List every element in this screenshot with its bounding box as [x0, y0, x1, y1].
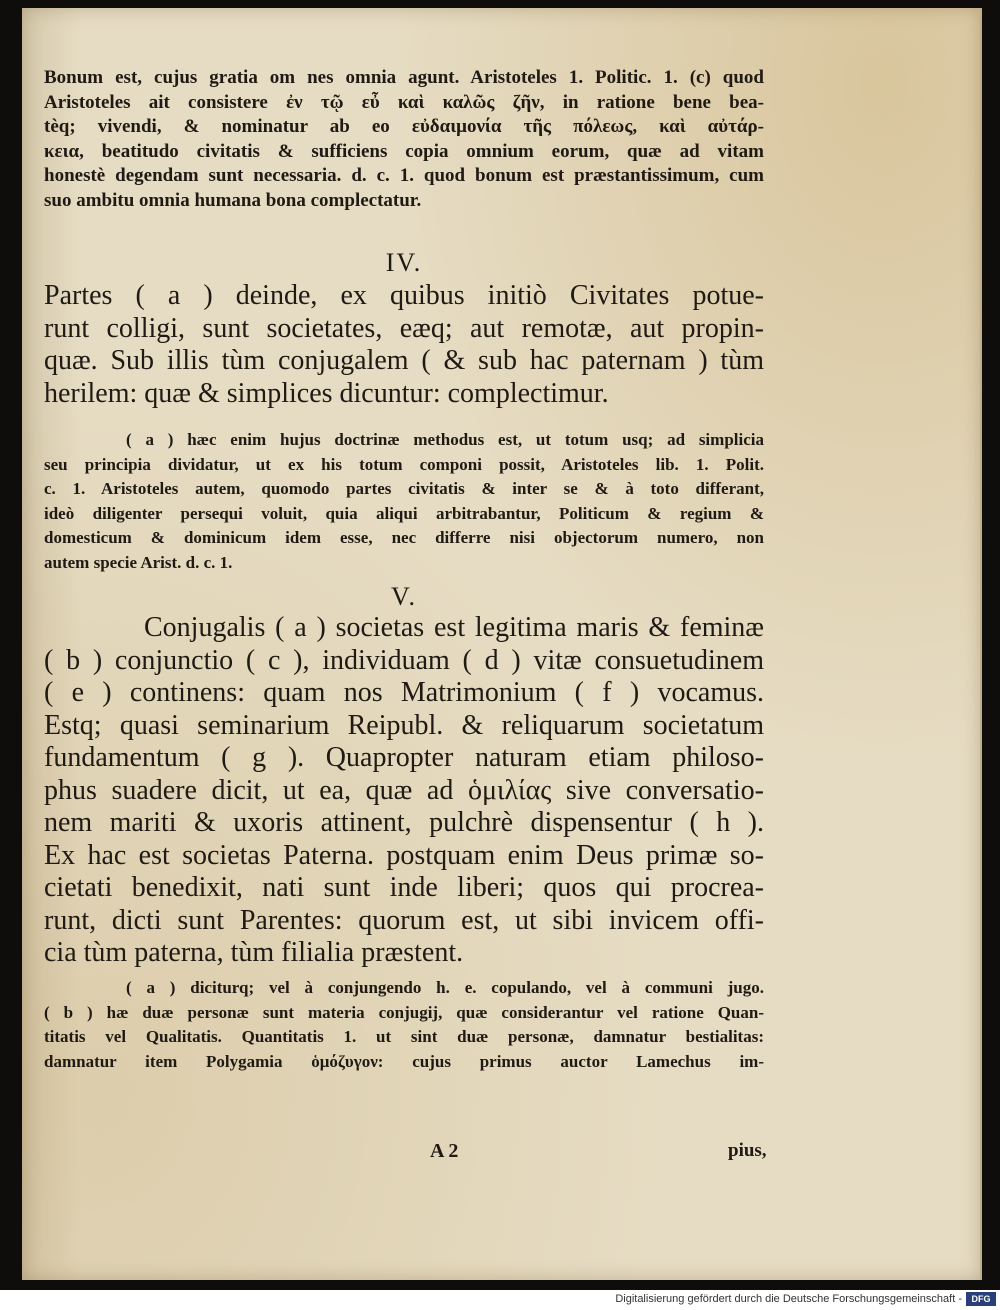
intro-line: κεια, beatitudo civitatis & sufficiens copia omnium eorum, quæ ad vitam	[44, 140, 764, 162]
body-line: cia tùm paterna, tùm filialia præstent.	[44, 937, 464, 968]
body-line: Conjugalis ( a ) societas est legitima maris & feminæ	[144, 612, 764, 643]
footnote-line: ( a ) hæc enim hujus doctrinæ methodus est, ut totum usq; ad simplicia	[126, 430, 764, 449]
footnote-line: titatis vel Qualitatis. Quantitatis 1. ut sint duæ personæ, damnatur bestialitas:	[44, 1027, 764, 1046]
section-iv-body	[44, 280, 764, 410]
body-line: herilem: quæ & simplices dicuntur: complectimur.	[44, 377, 609, 409]
section-iv-footnote	[44, 428, 764, 575]
section-v-body	[44, 612, 764, 970]
body-line: ( e ) continens: quam nos Matrimonium ( f ) vocamus.	[44, 677, 764, 708]
intro-line: tèq; vivendi, & nominatur ab eo εὐδαιμονία τῆς πόλεως, καὶ αὐτάρ-	[44, 116, 764, 137]
dfg-logo-icon: DFG	[966, 1292, 996, 1306]
section-heading-v: V.	[391, 582, 417, 611]
body-line: Ex hac est societas Paterna. postquam enim Deus primæ so-	[44, 839, 764, 871]
body-line: quæ. Sub illis tùm conjugalem ( & sub hac paternam ) tùm	[44, 345, 764, 376]
section-heading-iv: IV.	[385, 248, 423, 277]
body-line: runt, dicti sunt Parentes: quorum est, ut sibi invicem offi-	[44, 904, 764, 936]
body-line: fundamentum ( g ). Quapropter naturam etiam philoso-	[44, 742, 764, 773]
intro-line: Bonum est, cujus gratia om nes omnia agunt. Aristoteles 1. Politic. 1. (c) quod	[44, 67, 764, 88]
footnote-line: ( a ) diciturq; vel à conjungendo h. e. copulando, vel à communi jugo.	[126, 978, 764, 997]
body-line: ( b ) conjunctio ( c ), individuam ( d ) vitæ consuetudinem	[44, 644, 764, 676]
funding-credit: Digitalisierung gefördert durch die Deutsche Forschungsgemeinschaft -	[615, 1293, 962, 1305]
intro-line: honestè degendam sunt necessaria. d. c. 1. quod bonum est præstantissimum, cum	[44, 165, 764, 186]
signature-mark: A 2	[430, 1140, 459, 1162]
footnote-line: ( b ) hæ duæ personæ sunt materia conjugij, quæ considerantur vel ratione Quan-	[44, 1002, 764, 1022]
body-line: phus suadere dicit, ut ea, quæ ad ὁμιλίας sive conversatio-	[44, 774, 764, 806]
body-line: Partes ( a ) deinde, ex quibus initiò Civitates potue-	[44, 280, 764, 311]
footnote-line: ideò diligenter persequi voluit, quia aliqui arbitrabantur, Politicum & regium &	[44, 503, 764, 523]
footnote-line: seu principia dividatur, ut ex his totum componi possit, Aristoteles lib. 1. Polit.	[44, 454, 764, 474]
body-line: Estq; quasi seminarium Reipubl. & reliquarum societatum	[44, 709, 764, 741]
body-line: runt colligi, sunt societates, eæq; aut remotæ, aut propin-	[44, 312, 764, 344]
footnote-line: autem specie Arist. d. c. 1.	[44, 552, 233, 572]
section-v-footnote	[44, 976, 764, 1074]
intro-footnote	[44, 66, 764, 213]
footer-bar	[0, 1290, 1000, 1310]
body-line: nem mariti & uxoris attinent, pulchrè dispensentur ( h ).	[44, 807, 764, 838]
body-line: cietati benedixit, nati sunt inde liberi; quos qui procrea-	[44, 872, 764, 903]
page-edge	[980, 8, 982, 1280]
footnote-line: domesticum & dominicum idem esse, nec differre nisi objectorum numero, non	[44, 528, 764, 547]
intro-line: suo ambitu omnia humana bona complectatur.	[44, 189, 422, 211]
footnote-line: damnatur item Polygamia ὁμόζυγον: cujus primus auctor Lamechus im-	[44, 1051, 764, 1071]
intro-line: Aristoteles ait consistere ἐν τῷ εὖ καὶ καλῶς ζῆν, in ratione bene bea-	[44, 91, 764, 113]
footnote-line: c. 1. Aristoteles autem, quomodo partes civitatis & inter se & à toto differant,	[44, 479, 764, 498]
catchword: pius,	[728, 1140, 767, 1161]
